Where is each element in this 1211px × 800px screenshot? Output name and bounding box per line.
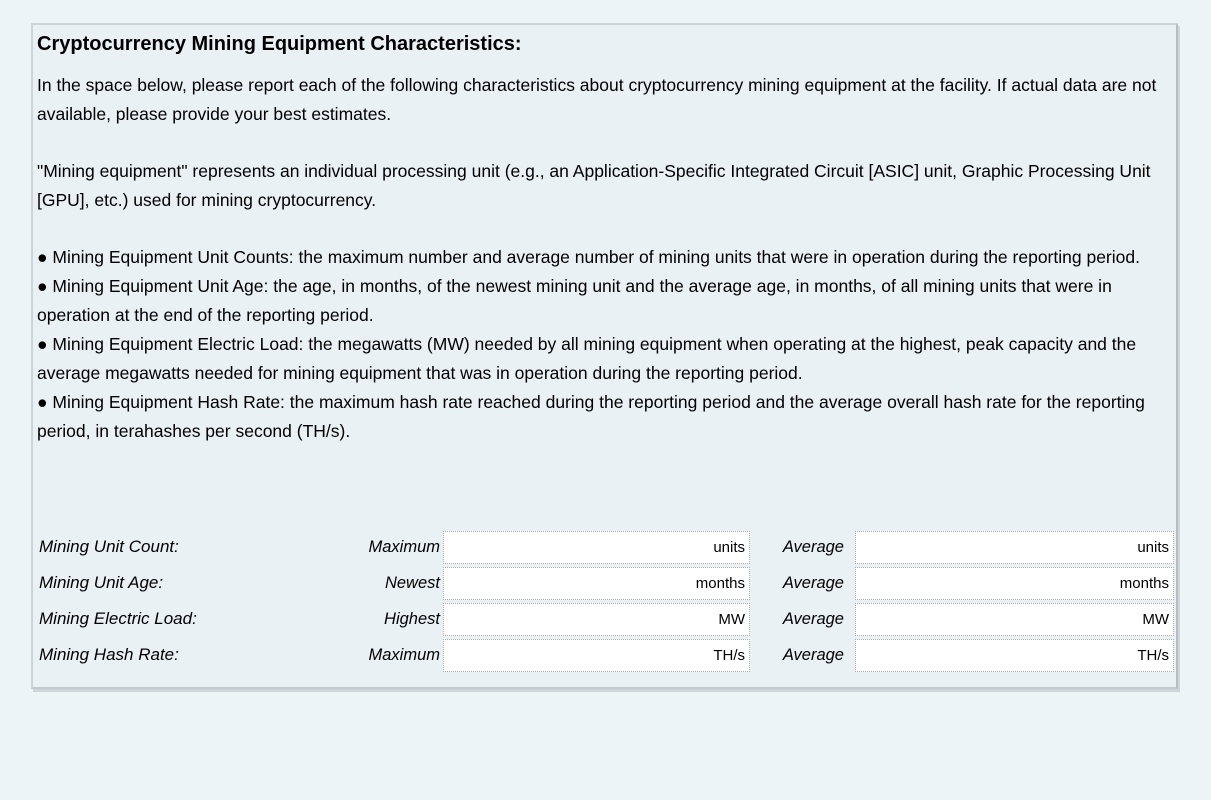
form-row-electric-load bbox=[37, 601, 1174, 637]
bullet-hash-rate: ● Mining Equipment Hash Rate: the maximum hash rate reached during the reporting period and the average overall hash rate for the reporting period, in terahashes per second (TH/s). bbox=[37, 392, 1145, 441]
electric-load-highest-input[interactable] bbox=[444, 604, 718, 635]
unit-count-maximum-label: Maximum bbox=[368, 537, 440, 556]
electric-load-highest-unit-label: MW bbox=[718, 610, 745, 628]
unit-age-average-label: Average bbox=[782, 573, 844, 592]
unit-age-average-input[interactable] bbox=[856, 568, 1120, 599]
row-label-unit-count: Mining Unit Count: bbox=[39, 537, 179, 556]
unit-age-average-field[interactable] bbox=[855, 567, 1174, 600]
hash-rate-average-label: Average bbox=[782, 645, 844, 664]
hash-rate-maximum-input[interactable] bbox=[444, 640, 713, 671]
form-row-unit-age bbox=[37, 565, 1174, 601]
electric-load-average-input[interactable] bbox=[856, 604, 1142, 635]
hash-rate-maximum-field[interactable] bbox=[443, 639, 750, 672]
row-label-electric-load: Mining Electric Load: bbox=[39, 609, 197, 628]
unit-age-average-unit-label: months bbox=[1119, 574, 1169, 592]
form-row-hash-rate bbox=[37, 637, 1174, 673]
unit-count-average-label: Average bbox=[782, 537, 844, 556]
unit-age-newest-label: Newest bbox=[384, 573, 440, 592]
mining-equipment-characteristics-panel bbox=[31, 23, 1178, 689]
electric-load-highest-label: Highest bbox=[384, 609, 440, 628]
hash-rate-average-unit-label: TH/s bbox=[1137, 646, 1169, 664]
unit-count-average-unit-label: units bbox=[1137, 538, 1169, 556]
unit-age-newest-unit-label: months bbox=[695, 574, 745, 592]
hash-rate-average-input[interactable] bbox=[856, 640, 1137, 671]
form-row-unit-count bbox=[37, 529, 1174, 565]
hash-rate-maximum-label: Maximum bbox=[368, 645, 440, 664]
unit-age-newest-field[interactable] bbox=[443, 567, 750, 600]
unit-count-average-input[interactable] bbox=[856, 532, 1137, 563]
unit-count-maximum-unit-label: units bbox=[713, 538, 745, 556]
electric-load-highest-field[interactable] bbox=[443, 603, 750, 636]
bullet-unit-age: ● Mining Equipment Unit Age: the age, in months, of the newest mining unit and the average age, in months, of all mining units that were in operation at the end of the reporting period. bbox=[37, 276, 1112, 325]
unit-count-average-field[interactable] bbox=[855, 531, 1174, 564]
definition-paragraph: "Mining equipment" represents an individual processing unit (e.g., an Application-Specific Integrated Circuit [ASIC] unit, Graphic Processing Unit [GPU], etc.) used for mining cryptocurrency. bbox=[37, 161, 1151, 210]
intro-paragraph: In the space below, please report each of the following characteristics about cryptocurrency mining equipment at the facility. If actual data are not available, please provide your best estimates. bbox=[37, 75, 1157, 124]
bullet-electric-load: ● Mining Equipment Electric Load: the megawatts (MW) needed by all mining equipment when operating at the highest, peak capacity and the average megawatts needed for mining equipment that was in operation during the reporting period. bbox=[37, 334, 1137, 383]
section-title: Cryptocurrency Mining Equipment Characteristics: bbox=[37, 33, 522, 55]
electric-load-average-label: Average bbox=[782, 609, 844, 628]
electric-load-average-unit-label: MW bbox=[1142, 610, 1169, 628]
hash-rate-average-field[interactable] bbox=[855, 639, 1174, 672]
row-label-hash-rate: Mining Hash Rate: bbox=[39, 645, 179, 664]
hash-rate-maximum-unit-label: TH/s bbox=[713, 646, 745, 664]
definitions-bullet-list bbox=[37, 243, 1174, 446]
unit-count-maximum-input[interactable] bbox=[444, 532, 713, 563]
unit-count-maximum-field[interactable] bbox=[443, 531, 750, 564]
unit-age-newest-input[interactable] bbox=[444, 568, 696, 599]
row-label-unit-age: Mining Unit Age: bbox=[39, 573, 164, 592]
equipment-characteristics-form bbox=[37, 529, 1174, 673]
electric-load-average-field[interactable] bbox=[855, 603, 1174, 636]
bullet-unit-counts: ● Mining Equipment Unit Counts: the maximum number and average number of mining units that were in operation during the reporting period. bbox=[37, 247, 1140, 267]
